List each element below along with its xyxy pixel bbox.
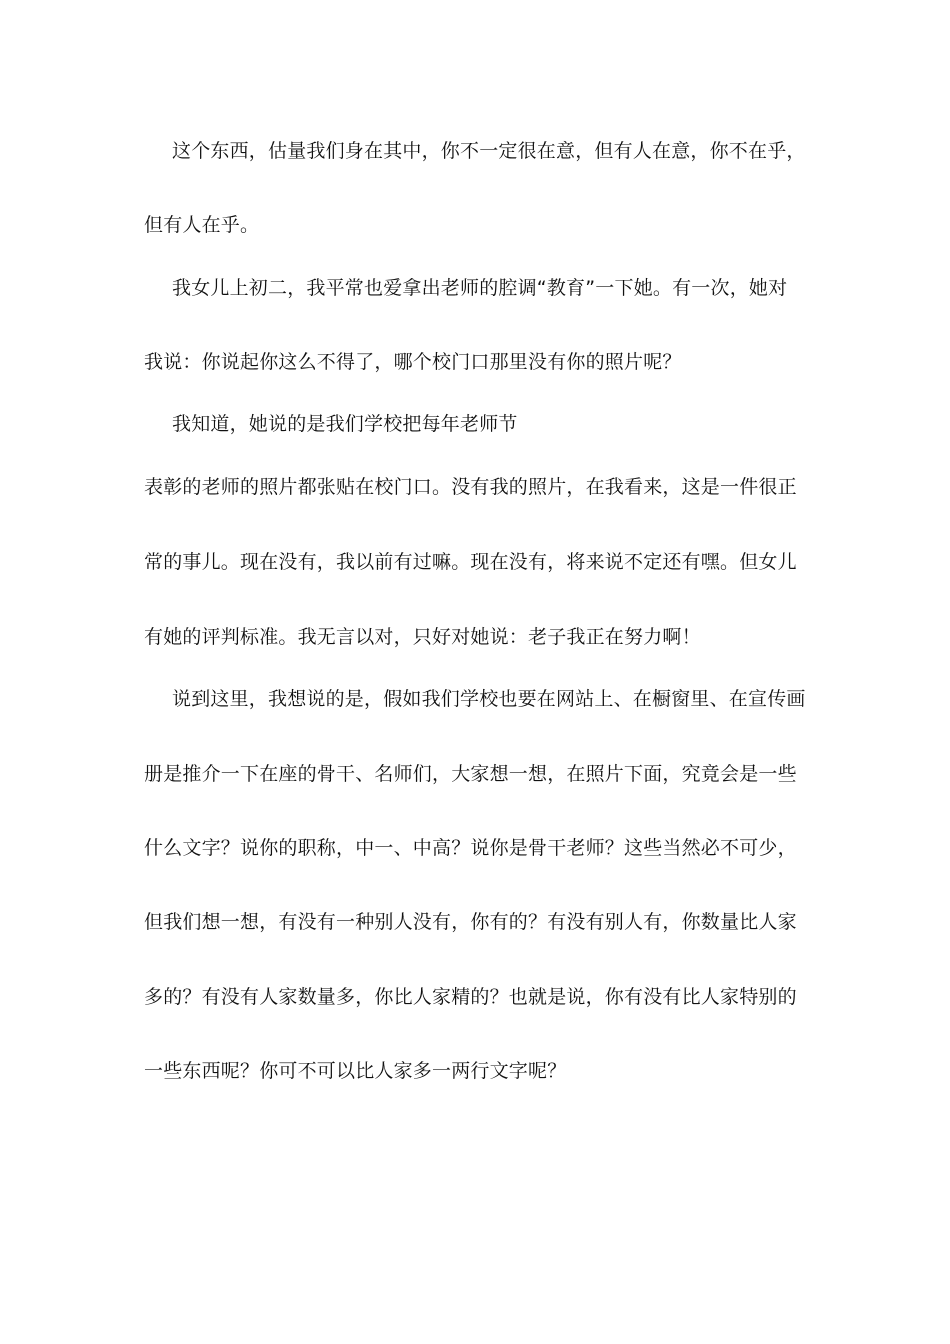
paragraph-1-line-1: 这个东西，估量我们身在其中，你不一定很在意，但有人在意，你不在乎， — [172, 140, 806, 162]
paragraph-3-line-1: 我知道，她说的是我们学校把每年老师节 — [172, 413, 518, 435]
paragraph-4-line-2: 常的事儿。现在没有，我以前有过嘛。现在没有，将来说不定还有嘿。但女儿 — [144, 551, 797, 573]
paragraph-5-line-6: 一些东西呢？你可不可以比人家多一两行文字呢？ — [144, 1060, 567, 1082]
paragraph-5-line-3: 什么文字？说你的职称，中一、中高？说你是骨干老师？这些当然必不可少， — [144, 837, 797, 859]
paragraph-5-line-1: 说到这里，我想说的是，假如我们学校也要在网站上、在橱窗里、在宣传画 — [172, 688, 806, 710]
paragraph-4-line-1: 表彰的老师的照片都张贴在校门口。没有我的照片，在我看来，这是一件很正 — [144, 476, 797, 498]
paragraph-5-line-2: 册是推介一下在座的骨干、名师们，大家想一想，在照片下面，究竟会是一些 — [144, 763, 797, 785]
paragraph-2-line-1: 我女儿上初二，我平常也爱拿出老师的腔调“教育”一下她。有一次，她对 — [172, 277, 788, 299]
paragraph-5-line-4: 但我们想一想，有没有一种别人没有，你有的？有没有别人有，你数量比人家 — [144, 911, 797, 933]
paragraph-1-line-2: 但有人在乎。 — [144, 214, 260, 236]
paragraph-4-line-3: 有她的评判标准。我无言以对，只好对她说：老子我正在努力啊！ — [144, 626, 701, 648]
paragraph-5-line-5: 多的？有没有人家数量多，你比人家精的？也就是说，你有没有比人家特别的 — [144, 986, 797, 1008]
paragraph-2-line-2: 我说：你说起你这么不得了，哪个校门口那里没有你的照片呢？ — [144, 351, 682, 373]
